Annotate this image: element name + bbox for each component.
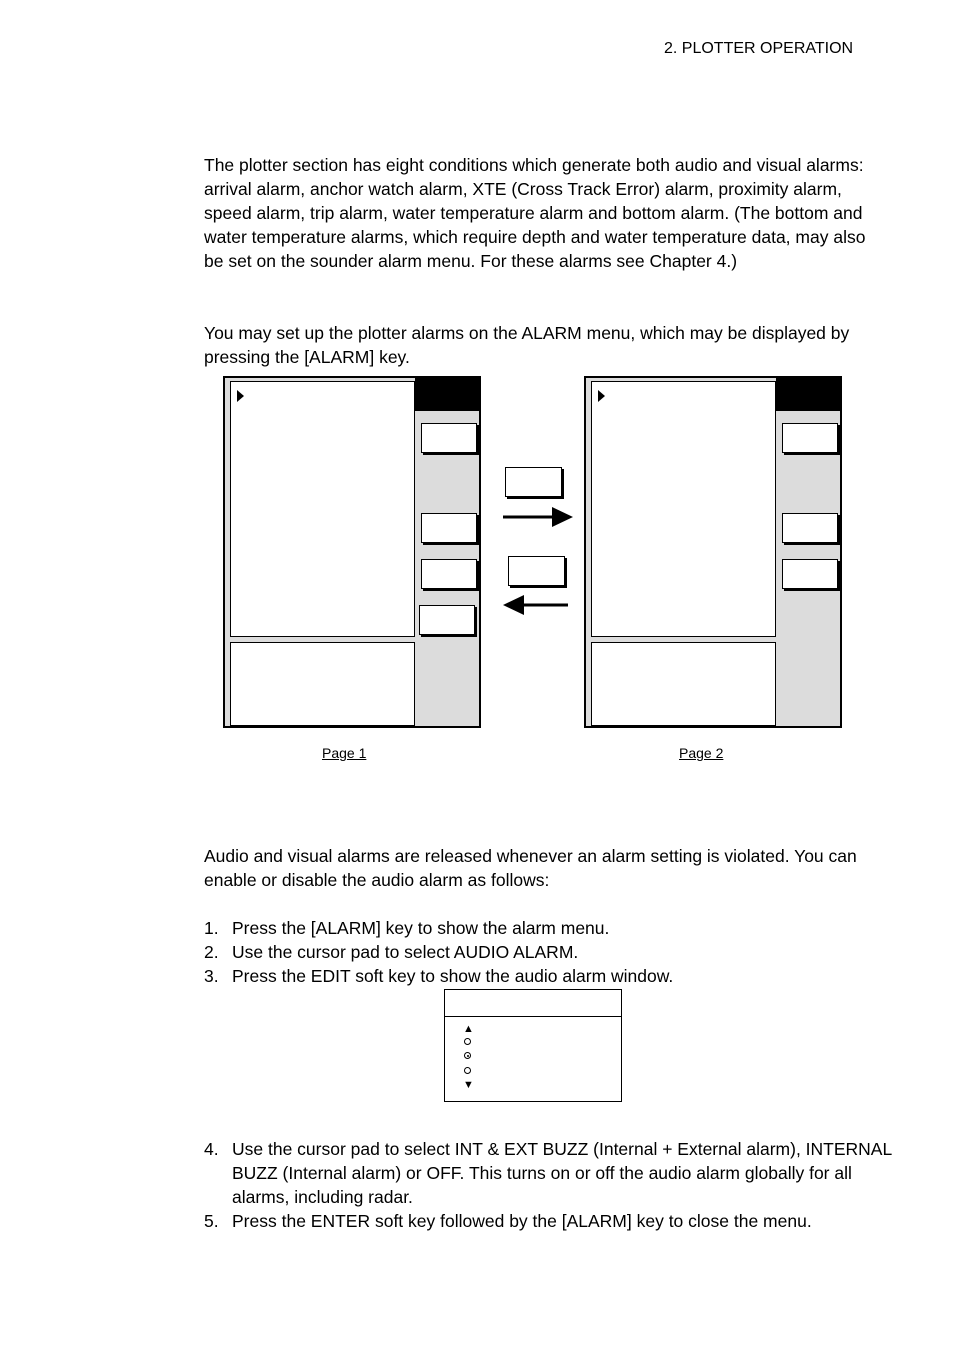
- menu-title-block: [776, 376, 842, 411]
- section-header: 2. PLOTTER OPERATION: [664, 40, 854, 57]
- steps-list-2: [204, 1137, 894, 1233]
- alarm-menu-page2: [584, 376, 842, 728]
- softkey-3[interactable]: [421, 559, 477, 589]
- option-radio-off[interactable]: [464, 1067, 471, 1074]
- alarm-menu-page1: [223, 376, 481, 728]
- menu-info-box: [591, 642, 776, 726]
- page1-caption: Page 1: [322, 745, 367, 761]
- softkey-2[interactable]: [421, 513, 477, 543]
- intro-paragraph: The plotter section has eight conditions which generate both audio and visual alarms: arrival alarm, anchor watch alarm, XTE (Cross Track Error) alarm, proximity alarm, speed alarm, trip alarm, water temperature alarm and bottom alarm. (The bottom and water temperature alarms, which require depth and water temperature data, may also be set on the sounder alarm menu. For these alarms see Chapter 4.): [204, 155, 866, 271]
- softkey-2[interactable]: [782, 513, 838, 543]
- list-item: 1. Press the [ALARM] key to show the alarm menu.: [204, 918, 610, 938]
- steps-list-1: [204, 916, 894, 988]
- softkey-3[interactable]: [782, 559, 838, 589]
- scroll-up-icon[interactable]: ▲: [463, 1023, 474, 1035]
- alarm-menu-paragraph: You may set up the plotter alarms on the ALARM menu, which may be displayed by pressing the [ALARM] key.: [204, 323, 850, 367]
- right-arrow-icon: [500, 504, 576, 532]
- option-radio-int-ext[interactable]: [464, 1038, 471, 1045]
- title-divider: [445, 1016, 621, 1017]
- list-item: 2. Use the cursor pad to select AUDIO ALARM.: [204, 942, 579, 962]
- softkey-1[interactable]: [782, 423, 838, 453]
- menu-info-box: [230, 642, 415, 726]
- menu-item-list: [230, 381, 415, 637]
- menu-item-list: [591, 381, 776, 637]
- list-item: 3. Press the EDIT soft key to show the audio alarm window.: [204, 966, 674, 986]
- list-item: 4. Use the cursor pad to select INT & EXT BUZZ (Internal + External alarm), INTERNAL BUZZ (Internal alarm) or OFF. This turns on or off the audio alarm globally for all alarms, including radar.: [204, 1139, 892, 1207]
- audio-alarm-window: [444, 989, 622, 1102]
- option-radio-internal[interactable]: [464, 1052, 471, 1059]
- left-arrow-icon: [500, 591, 576, 619]
- prev-page-key: [508, 556, 565, 586]
- next-page-key: [505, 467, 562, 497]
- scroll-down-icon[interactable]: ▼: [463, 1079, 474, 1091]
- audio-alarm-paragraph: Audio and visual alarms are released whenever an alarm setting is violated. You can enable or disable the audio alarm as follows:: [204, 846, 857, 890]
- softkey-1[interactable]: [421, 423, 477, 453]
- menu-title-block: [415, 376, 481, 411]
- softkey-4[interactable]: [419, 605, 475, 635]
- cursor-arrow-icon: [237, 390, 244, 402]
- page2-caption: Page 2: [679, 745, 724, 761]
- cursor-arrow-icon: [598, 390, 605, 402]
- list-item: 5. Press the ENTER soft key followed by the [ALARM] key to close the menu.: [204, 1211, 812, 1231]
